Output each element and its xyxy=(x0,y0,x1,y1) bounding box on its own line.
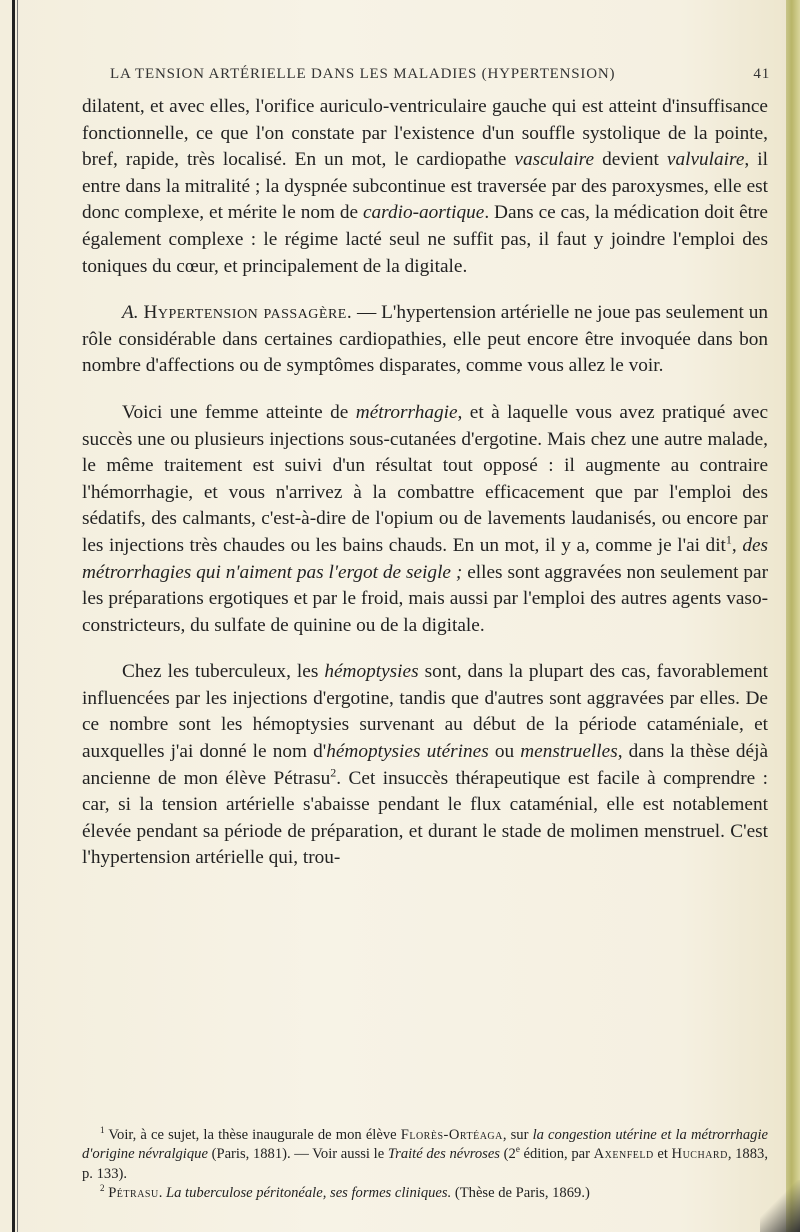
text-run: dilatent, et avec elles, l'orifice auriculo-ventriculaire gauche qui est atteint d'insuffisance fonctionnelle, ce que l'on constate par l'existence d'un souffle systolique de la pointe, bref, rapide, très localisé. En un mot, le cardiopathe xyxy=(82,96,768,171)
body-text xyxy=(82,94,768,892)
page-number: 41 xyxy=(753,66,770,82)
text-run: et xyxy=(653,1146,672,1163)
author-name: Axenfeld xyxy=(593,1146,654,1163)
emphasis: La tuberculose péritonéale, ses formes cliniques. xyxy=(166,1185,452,1202)
text-run: . Dans ce cas, la médication doit être également complexe : le régime lacté seul ne suffit pas, il faut y joindre l'emploi des toniques du cœur, et principalement de la digitale. xyxy=(82,202,768,277)
text-run: (Paris, 1881). — Voir aussi le xyxy=(207,1146,388,1163)
paragraph-3 xyxy=(82,400,768,639)
paragraph-1 xyxy=(82,94,768,280)
footnotes xyxy=(82,1126,768,1204)
emphasis: hémoptysies xyxy=(324,661,419,683)
text-run: elles sont aggravées non seulement par les préparations ergotiques et par le froid, mais aussi par l'emploi des autres agents vaso-constricteurs, du sulfate de quinine ou de la digitale. xyxy=(82,561,768,636)
emphasis: Traité des névroses xyxy=(387,1146,500,1163)
page-edge-stain xyxy=(786,0,800,1232)
text-run: , xyxy=(731,534,743,556)
emphasis: des métrorrhagies qui n'aiment pas l'ergot de seigle ; xyxy=(82,534,769,583)
emphasis: valvulaire xyxy=(666,149,745,171)
text-run: ou xyxy=(488,741,521,763)
binding-edge-line xyxy=(12,0,15,1232)
author-name: Florès-Ortéaga xyxy=(400,1127,503,1143)
text-run: , sur xyxy=(502,1127,533,1143)
section-heading: Hypertension passagère. xyxy=(143,302,353,324)
emphasis: hémoptysies utérines xyxy=(326,741,489,763)
emphasis: cardio-aortique xyxy=(362,202,485,224)
text-run: Voir, à ce sujet, la thèse inaugurale de mon élève xyxy=(104,1127,401,1143)
footnote-ref-1: 1 xyxy=(725,532,732,547)
binding-edge-line-thin xyxy=(17,0,18,1232)
emphasis: la congestion utérine et la métrorrhagie d'origine névralgique xyxy=(82,1127,768,1163)
footnote-1 xyxy=(82,1126,768,1184)
footnote-mark: 2 xyxy=(100,1183,105,1194)
footnote-2 xyxy=(82,1184,768,1203)
header-title: LA TENSION ARTÉRIELLE DANS LES MALADIES (HYPERTENSION) xyxy=(110,66,616,82)
emphasis: vasculaire xyxy=(514,149,595,171)
text-run: , il entre dans la mitralité ; la dyspnée subcontinue est traversée par des paroxysmes, elle est donc complexe, et mérite le nom de xyxy=(82,149,768,224)
text-run: , 1883, p. 133). xyxy=(82,1146,768,1182)
text-run: sont, dans la plupart des cas, favorablement influencées par les injections d'ergotine, tandis que d'autres sont aggravées par elles. De ce nombre sont les hémoptysies survenant au début de la période cataméniale, et auxquelles j'ai donné le nom d' xyxy=(82,661,768,763)
text-run: — L'hypertension artérielle ne joue pas seulement un rôle considérable dans certaines cardiopathies, elle peut encore être invoquée dans bon nombre d'affections ou de symptômes disparates, comme vous allez le voir. xyxy=(82,302,768,377)
running-header xyxy=(110,66,770,83)
text-run: (Thèse de Paris, 1869.) xyxy=(451,1185,590,1202)
text-run: édition, par xyxy=(519,1146,594,1163)
emphasis: menstruelles xyxy=(520,741,618,763)
text-run: , dans la thèse déjà ancienne de mon élève Pétrasu xyxy=(82,741,769,789)
footnote-mark: 1 xyxy=(100,1125,105,1136)
text-run: devient xyxy=(594,149,667,171)
text-run: (2 xyxy=(500,1146,516,1163)
footnote-ref-2: 2 xyxy=(330,765,337,780)
text-run: , et à laquelle vous avez pratiqué avec succès une ou plusieurs injections sous-cutanées d'ergotine. Mais chez une autre malade, le même traitement est suivi d'un résultat tout opposé : il augmente au contraire l'hémorrhagie, et vous n'arrivez à la combattre efficacement que par l'emploi des sédatifs, des calmants, c'est-à-dire de l'opium ou de lavements laudanisés, ou encore par les injections très chaudes ou les bains chauds. En un mot, il y a, comme je l'ai dit xyxy=(82,401,769,556)
author-name: Pétrasu xyxy=(108,1185,159,1202)
emphasis: métrorrhagie xyxy=(355,401,458,423)
section-label: A. xyxy=(122,302,139,324)
paragraph-4 xyxy=(82,659,768,872)
text-run: . xyxy=(158,1185,166,1202)
paragraph-2 xyxy=(82,300,768,380)
author-name: Huchard xyxy=(671,1146,728,1163)
text-run: Voici une femme atteinte de xyxy=(122,401,356,423)
text-run: . Cet insuccès thérapeutique est facile à comprendre : car, si la tension artérielle s'abaisse pendant le flux cataménial, elle est notablement élevée pendant sa période de préparation, et durant le stade de molimen menstruel. C'est l'hypertension artérielle qui, trou- xyxy=(82,767,768,869)
superscript: e xyxy=(515,1144,520,1155)
text-run: Chez les tuberculeux, les xyxy=(122,661,325,683)
